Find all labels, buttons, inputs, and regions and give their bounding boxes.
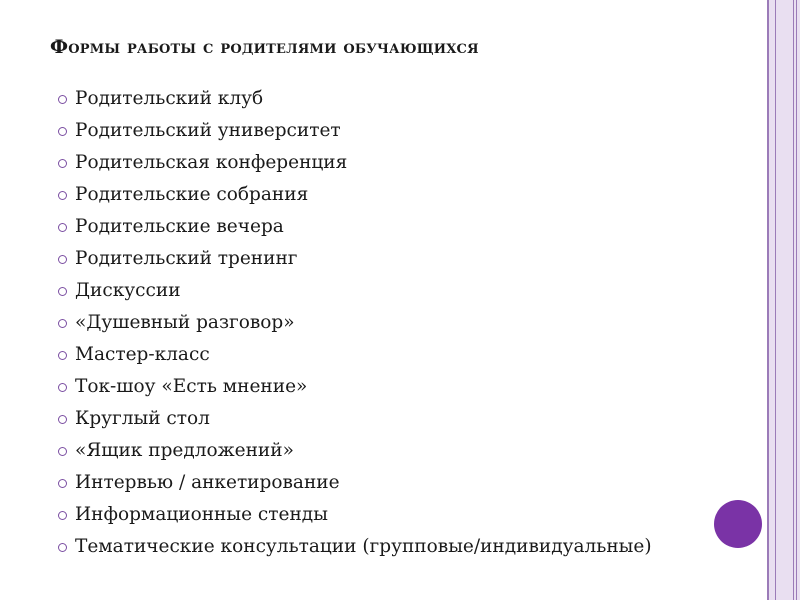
list-item bbox=[58, 338, 652, 370]
list-item-text: Интервью / анкетирование bbox=[75, 471, 340, 493]
list-item bbox=[58, 434, 652, 466]
list-item-text: Информационные стенды bbox=[75, 503, 328, 525]
list-item bbox=[58, 242, 652, 274]
bullet-icon bbox=[58, 287, 67, 296]
purple-circle-decoration bbox=[714, 500, 762, 548]
bullet-icon bbox=[58, 383, 67, 392]
list-item-text: Родительские собрания bbox=[75, 183, 309, 205]
bullet-icon bbox=[58, 319, 67, 328]
list-item-text: Мастер-класс bbox=[75, 343, 210, 365]
list-item bbox=[58, 466, 652, 498]
decorative-band-line bbox=[775, 0, 776, 600]
bullet-icon bbox=[58, 159, 67, 168]
bullet-icon bbox=[58, 447, 67, 456]
bullet-icon bbox=[58, 415, 67, 424]
list-item-text: Дискуссии bbox=[75, 279, 181, 301]
list-item-text: «Душевный разговор» bbox=[75, 311, 295, 333]
list-item bbox=[58, 402, 652, 434]
bullet-icon bbox=[58, 223, 67, 232]
decorative-band-line bbox=[796, 0, 797, 600]
list-item-text: Родительский клуб bbox=[75, 87, 264, 109]
list-item bbox=[58, 82, 652, 114]
bullet-icon bbox=[58, 543, 67, 552]
bullet-icon bbox=[58, 127, 67, 136]
list-item bbox=[58, 114, 652, 146]
list-item-text: Тематические консультации (групповые/индивидуальные) bbox=[75, 535, 652, 557]
bullet-icon bbox=[58, 95, 67, 104]
bullet-icon bbox=[58, 479, 67, 488]
list-item-text: Ток-шоу «Есть мнение» bbox=[75, 375, 308, 397]
bullet-icon bbox=[58, 191, 67, 200]
list-item-text: Родительские вечера bbox=[75, 215, 284, 237]
list-item-text: Родительский тренинг bbox=[75, 247, 298, 269]
list-item bbox=[58, 210, 652, 242]
list-item bbox=[58, 146, 652, 178]
list-item-text: «Ящик предложений» bbox=[75, 439, 294, 461]
decorative-band-line bbox=[767, 0, 769, 600]
slide-title: Формы работы с родителями обучающихся bbox=[50, 36, 479, 58]
list-item bbox=[58, 178, 652, 210]
list-item bbox=[58, 498, 652, 530]
list-item bbox=[58, 306, 652, 338]
list-item bbox=[58, 530, 652, 562]
bullet-list bbox=[58, 82, 652, 562]
list-item-text: Родительская конференция bbox=[75, 151, 348, 173]
list-item bbox=[58, 274, 652, 306]
list-item-text: Родительский университет bbox=[75, 119, 341, 141]
list-item-text: Круглый стол bbox=[75, 407, 210, 429]
bullet-icon bbox=[58, 351, 67, 360]
decorative-band-line bbox=[793, 0, 794, 600]
list-item bbox=[58, 370, 652, 402]
bullet-icon bbox=[58, 511, 67, 520]
bullet-icon bbox=[58, 255, 67, 264]
